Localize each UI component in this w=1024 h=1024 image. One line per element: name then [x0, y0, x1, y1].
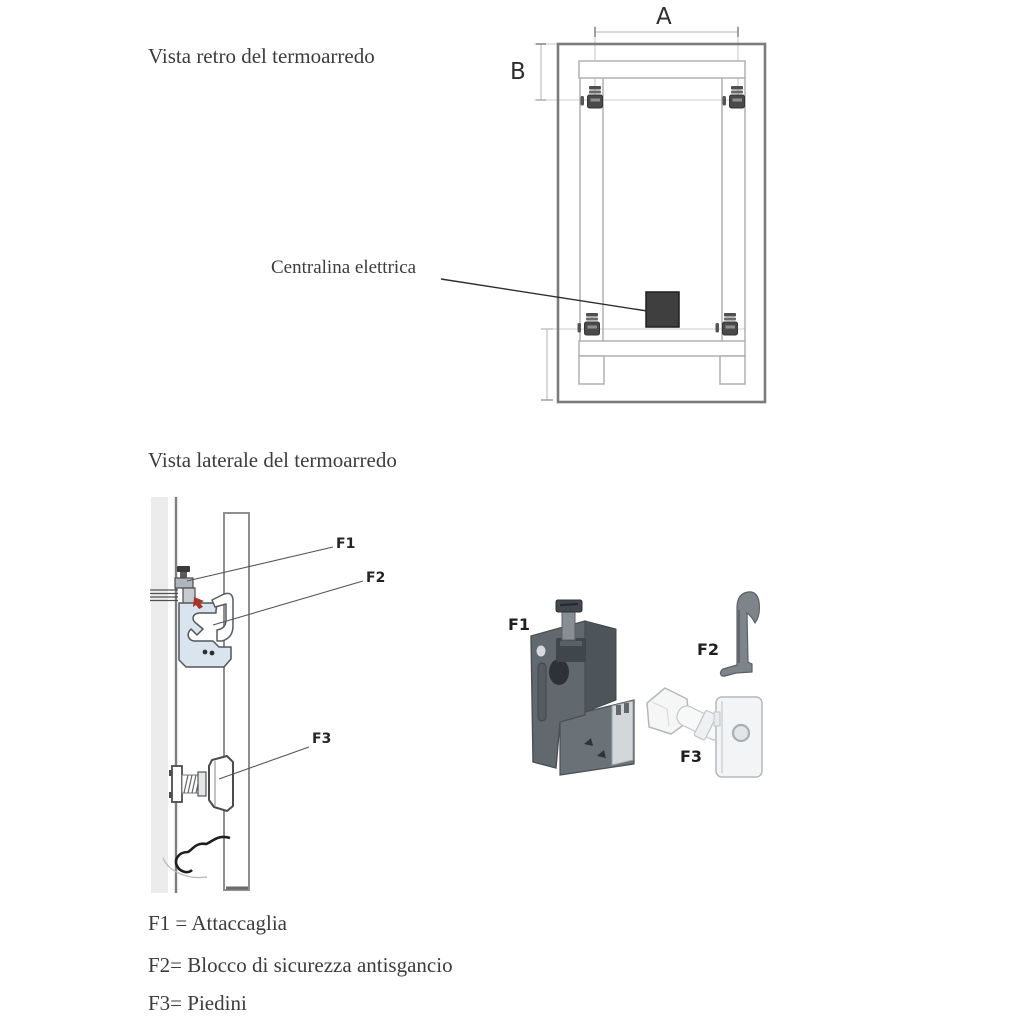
control-unit-pointer-line	[441, 279, 647, 311]
dimension-bottom-lines	[541, 329, 745, 400]
control-unit-box	[646, 292, 679, 327]
part-f2-hook	[721, 592, 760, 676]
part-f2-label: F2	[697, 640, 720, 659]
part-f1-label: F1	[508, 615, 531, 634]
legend-item-f1: F1 = Attaccaglia	[148, 911, 287, 935]
rear-view-diagram	[430, 0, 775, 440]
side-f3-label: F3	[312, 731, 332, 747]
part-f3-label: F3	[680, 747, 703, 766]
foot-assembly	[169, 756, 233, 811]
part-f1-bolt-shaft	[562, 610, 575, 640]
side-view-diagram	[140, 480, 405, 915]
part-f1-bolt-head	[556, 600, 582, 612]
part-f1-bracket	[531, 600, 634, 775]
bracket-icon-top-left	[581, 86, 603, 108]
bracket-icon-bottom-right	[716, 313, 738, 335]
rear-view-heading: Vista retro del termoarredo	[148, 44, 375, 68]
parts-render	[500, 585, 790, 790]
side-f1-label: F1	[336, 536, 356, 552]
dimension-a-label: A	[656, 4, 672, 30]
side-view-heading: Vista laterale del termoarredo	[148, 448, 397, 472]
safety-hook-in-place	[212, 593, 233, 641]
dimension-b-label: B	[510, 59, 526, 85]
legend-item-f2: F2= Blocco di sicurezza antisgancio	[148, 953, 453, 977]
part-f3-foot	[647, 688, 762, 777]
control-unit-callout: Centralina elettrica	[271, 257, 417, 278]
power-cable	[163, 837, 230, 878]
legend-item-f3: F3= Piedini	[148, 991, 247, 1015]
bracket-icon-bottom-left	[578, 313, 600, 335]
side-f2-label: F2	[366, 570, 386, 586]
wall	[151, 497, 176, 893]
radiator-structure	[579, 61, 745, 384]
bracket-icon-top-right	[723, 86, 745, 108]
